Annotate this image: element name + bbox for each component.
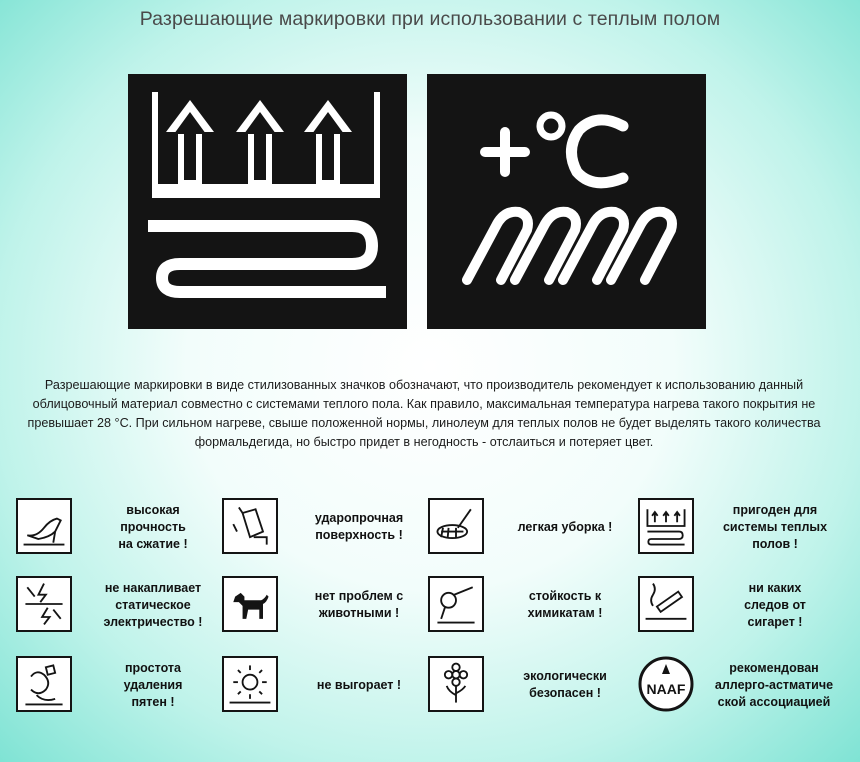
mop-easy-cleaning-icon: [428, 498, 484, 554]
naaf-logo-icon: [638, 656, 694, 712]
feature-stains: [16, 656, 226, 720]
feature-floor-heating: [638, 498, 848, 562]
feature-label: пригоден для системы теплых полов !: [722, 502, 828, 551]
impact-resistant-icon: [222, 498, 278, 554]
feature-label: рекомендован аллерго-астматиче ской ассоциацией: [714, 660, 834, 709]
feature-label: легкая уборка !: [517, 519, 613, 534]
feature-label: высокая прочность на сжатие !: [118, 502, 188, 551]
cigarette-icon: [638, 576, 694, 632]
features-grid: [14, 496, 860, 746]
feature-label: простота удаления пятен !: [123, 660, 183, 709]
stain-removal-icon: [16, 656, 72, 712]
flower-eco-icon: [428, 656, 484, 712]
feature-compression: [16, 498, 226, 562]
feature-naaf: [638, 656, 848, 720]
feature-chemicals: [428, 576, 638, 640]
chemical-flask-icon: [428, 576, 484, 632]
heat-arrows-floor-heating-icon: [128, 74, 407, 329]
feature-label: ни каких следов от сигарет !: [744, 580, 806, 629]
plus-degree-celsius-heating-icon: [427, 74, 706, 329]
feature-label: стойкость к химикатам !: [527, 589, 603, 620]
feature-label: экологически безопасен !: [523, 669, 607, 700]
naaf-logo-text: NAAF: [646, 681, 686, 697]
feature-pets: [222, 576, 432, 640]
dog-pets-icon: [222, 576, 278, 632]
feature-label: ударопрочная поверхность !: [314, 511, 404, 542]
feature-label: нет проблем с животными !: [314, 589, 404, 620]
feature-label: не выгорает !: [316, 677, 402, 692]
sun-fade-resistant-icon: [222, 656, 278, 712]
antistatic-lightning-icon: [16, 576, 72, 632]
high-heel-compression-icon: [16, 498, 72, 554]
floor-heating-icon: [638, 498, 694, 554]
feature-cigarettes: [638, 576, 848, 640]
feature-impact: [222, 498, 432, 562]
feature-antistatic: [16, 576, 226, 640]
page-title: Разрешающие маркировки при использовании с теплым полом: [139, 8, 721, 30]
feature-cleaning: [428, 498, 638, 562]
feature-label: не накапливает статическое электричество !: [103, 580, 203, 629]
description-text: Разрешающие маркировки в виде стилизованных значков обозначают, что производитель рекомендует к использованию данный облицовочный материал совместно с системами теплого пола. Как правило, максимальная температура нагрева такого покрытия не превышает 28 °С. При сильном нагреве, свыше положенной нормы, линолеум для теплых полов не будет выделять такого количества формальдегида, но быстро придет в негодность - отслаиться и потеряет цвет.: [27, 378, 821, 449]
feature-eco: [428, 656, 638, 720]
feature-sun: [222, 656, 432, 720]
